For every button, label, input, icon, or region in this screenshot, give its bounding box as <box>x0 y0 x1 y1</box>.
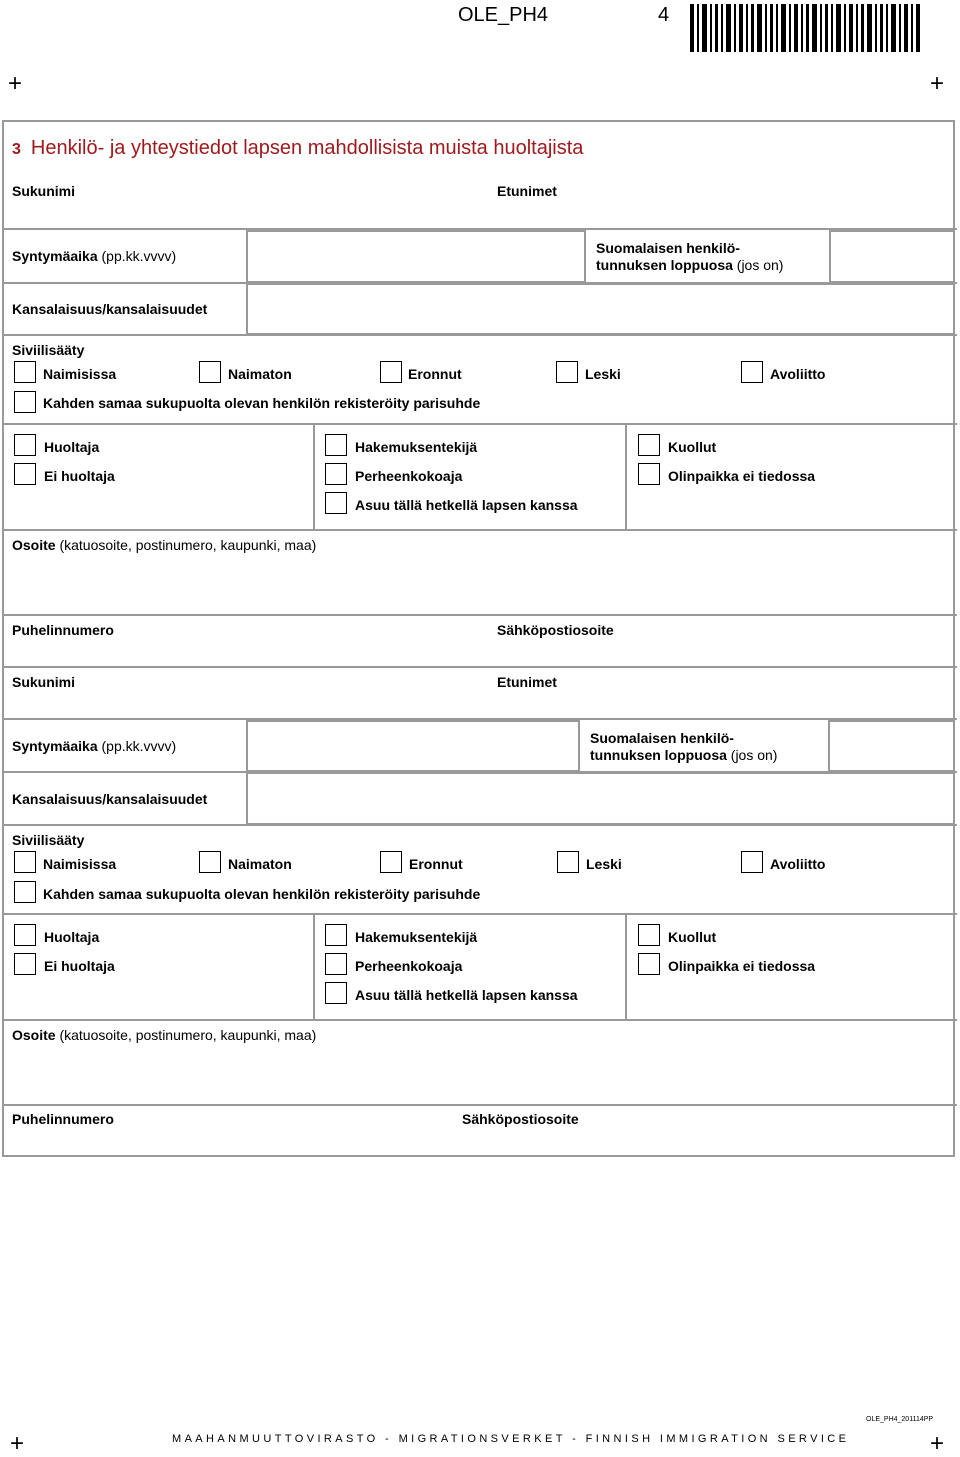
divider <box>2 1019 957 1021</box>
form-code: OLE_PH4 <box>458 4 549 26</box>
g2-birthdate-field[interactable] <box>246 720 580 772</box>
divider <box>2 614 957 616</box>
g2-phone-label: Puhelinnumero <box>12 1111 114 1127</box>
g2-birthdate-label: Syntymäaika (pp.kk.vvvv) <box>12 738 177 754</box>
g2-unmarried-label: Naimaton <box>228 856 292 872</box>
g2-checkbox-lives-with-child[interactable] <box>325 982 347 1004</box>
divider <box>313 424 315 530</box>
g1-unmarried-label: Naimaton <box>228 366 292 382</box>
divider <box>625 914 627 1020</box>
g1-checkbox-deceased[interactable] <box>638 434 660 456</box>
g1-whereabouts-unknown-label: Olinpaikka ei tiedossa <box>668 468 816 484</box>
g1-divorced-label: Eronnut <box>408 366 462 382</box>
g2-checkbox-guardian[interactable] <box>14 924 36 946</box>
footer-agency: MAAHANMUUTTOVIRASTO - MIGRATIONSVERKET - FINNISH IMMIGRATION SERVICE <box>172 1433 850 1445</box>
g1-checkbox-applicant[interactable] <box>325 434 347 456</box>
g1-not-guardian-label: Ei huoltaja <box>44 468 115 484</box>
g1-surname-label: Sukunimi <box>12 183 76 199</box>
g2-hetu-field[interactable] <box>828 720 955 772</box>
g2-checkbox-divorced[interactable] <box>380 851 402 873</box>
g1-family-member-label: Perheenkokoaja <box>355 468 463 484</box>
g2-cohabiting-label: Avoliitto <box>770 856 826 872</box>
g1-birthdate-field[interactable] <box>246 230 586 283</box>
g1-citizenship-field[interactable] <box>246 283 955 335</box>
divider <box>2 824 957 826</box>
g1-checkbox-divorced[interactable] <box>380 361 402 383</box>
g1-email-label: Sähköpostiosoite <box>497 622 614 638</box>
section-title <box>12 137 583 160</box>
g2-citizenship-label: Kansalaisuus/kansalaisuudet <box>12 791 208 807</box>
registration-mark-bottom-right: + <box>930 1430 945 1457</box>
g1-checkbox-not-guardian[interactable] <box>14 463 36 485</box>
g2-applicant-label: Hakemuksentekijä <box>355 929 478 945</box>
g1-checkbox-widowed[interactable] <box>556 361 578 383</box>
g1-guardian-label: Huoltaja <box>44 439 100 455</box>
g2-deceased-label: Kuollut <box>668 929 717 945</box>
g1-marital-label: Siviilisääty <box>12 342 85 358</box>
g2-checkbox-family-member[interactable] <box>325 953 347 975</box>
registration-mark-bottom-left: + <box>10 1430 25 1457</box>
g1-hetu-field[interactable] <box>829 230 955 283</box>
g2-checkbox-not-guardian[interactable] <box>14 953 36 975</box>
g1-hetu-label-2: tunnuksen loppuosa (jos on) <box>596 257 784 273</box>
divider <box>2 423 957 425</box>
g1-deceased-label: Kuollut <box>668 439 717 455</box>
g1-cohabiting-label: Avoliitto <box>770 366 826 382</box>
divider <box>2 1104 957 1106</box>
g1-checkbox-lives-with-child[interactable] <box>325 492 347 514</box>
g2-checkbox-cohabiting[interactable] <box>741 851 763 873</box>
g2-surname-label: Sukunimi <box>12 674 76 690</box>
g2-firstnames-label: Etunimet <box>497 674 557 690</box>
barcode-icon <box>690 4 920 52</box>
g1-checkbox-family-member[interactable] <box>325 463 347 485</box>
g1-citizenship-label: Kansalaisuus/kansalaisuudet <box>12 301 208 317</box>
section-number: 3 <box>12 141 21 158</box>
registration-mark-top-left: + <box>8 70 23 97</box>
g1-lives-with-child-label: Asuu tällä hetkellä lapsen kanssa <box>355 497 578 513</box>
divider <box>625 424 627 530</box>
g2-citizenship-field[interactable] <box>246 772 955 825</box>
g2-address-label: Osoite (katuosoite, postinumero, kaupunki, maa) <box>12 1027 317 1043</box>
g1-married-label: Naimisissa <box>43 366 117 382</box>
g2-widowed-label: Leski <box>586 856 622 872</box>
g2-checkbox-deceased[interactable] <box>638 924 660 946</box>
g1-checkbox-married[interactable] <box>14 361 36 383</box>
divider <box>2 529 957 531</box>
g2-checkbox-whereabouts-unknown[interactable] <box>638 953 660 975</box>
g2-partnership-label: Kahden samaa sukupuolta olevan henkilön rekisteröity parisuhde <box>43 886 481 902</box>
g2-marital-label: Siviilisääty <box>12 832 85 848</box>
g1-checkbox-cohabiting[interactable] <box>741 361 763 383</box>
g2-checkbox-married[interactable] <box>14 851 36 873</box>
g2-divorced-label: Eronnut <box>409 856 463 872</box>
g1-phone-label: Puhelinnumero <box>12 622 114 638</box>
page-number: 4 <box>658 4 670 26</box>
g1-checkbox-whereabouts-unknown[interactable] <box>638 463 660 485</box>
g1-address-label: Osoite (katuosoite, postinumero, kaupunki, maa) <box>12 537 317 553</box>
g1-applicant-label: Hakemuksentekijä <box>355 439 478 455</box>
g2-hetu-label-2: tunnuksen loppuosa (jos on) <box>590 747 778 763</box>
g1-hetu-label: Suomalaisen henkilö- <box>596 240 740 256</box>
divider <box>2 913 957 915</box>
divider <box>2 334 957 336</box>
g1-birthdate-label: Syntymäaika (pp.kk.vvvv) <box>12 248 177 264</box>
form-version-code: OLE_PH4_201114PP <box>866 1416 934 1423</box>
g2-whereabouts-unknown-label: Olinpaikka ei tiedossa <box>668 958 816 974</box>
g1-partnership-label: Kahden samaa sukupuolta olevan henkilön rekisteröity parisuhde <box>43 395 481 411</box>
g1-firstnames-label: Etunimet <box>497 183 557 199</box>
registration-mark-top-right: + <box>930 70 945 97</box>
g1-checkbox-unmarried[interactable] <box>199 361 221 383</box>
divider <box>313 914 315 1020</box>
g2-married-label: Naimisissa <box>43 856 117 872</box>
g2-email-label: Sähköpostiosoite <box>462 1111 579 1127</box>
g2-family-member-label: Perheenkokoaja <box>355 958 463 974</box>
g1-widowed-label: Leski <box>585 366 621 382</box>
g1-checkbox-guardian[interactable] <box>14 434 36 456</box>
g2-checkbox-unmarried[interactable] <box>199 851 221 873</box>
g2-checkbox-applicant[interactable] <box>325 924 347 946</box>
g1-checkbox-partnership[interactable] <box>14 391 36 413</box>
g2-lives-with-child-label: Asuu tällä hetkellä lapsen kanssa <box>355 987 578 1003</box>
g2-checkbox-partnership[interactable] <box>14 881 36 903</box>
g2-guardian-label: Huoltaja <box>44 929 100 945</box>
section-title-text: Henkilö- ja yhteystiedot lapsen mahdollisista muista huoltajista <box>30 137 584 159</box>
g2-hetu-label: Suomalaisen henkilö- <box>590 730 734 746</box>
g2-checkbox-widowed[interactable] <box>557 851 579 873</box>
divider <box>2 666 957 668</box>
g2-not-guardian-label: Ei huoltaja <box>44 958 115 974</box>
